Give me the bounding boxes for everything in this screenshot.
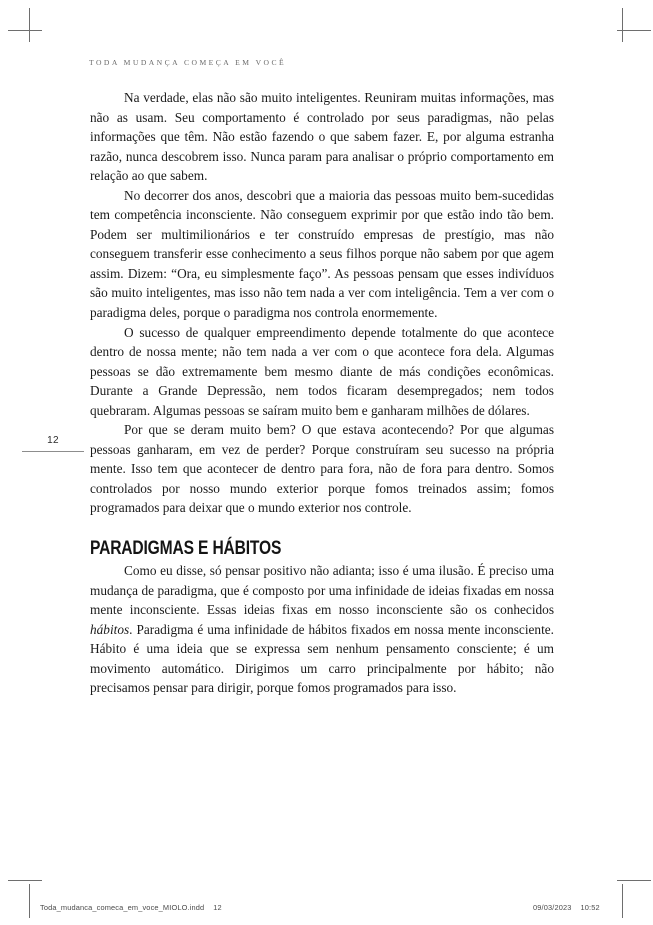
running-head: TODA MUDANÇA COMEÇA EM VOCÊ [89, 58, 287, 67]
crop-mark-bottom-right-horizontal [617, 880, 651, 881]
paragraph-text-after-emphasis: . Paradigma é uma infinidade de hábitos fixados em nossa mente inconsciente. Hábito é uma ideia que se expressa sem nenhum pensamento consciente; é um movimento automático. Dirigimos um carro principalmente por hábito; não precisamos pensar para dirigir, porque fomos programados para isso. [90, 621, 554, 696]
footer-file-name: Toda_mudanca_comeca_em_voce_MIOLO.indd [40, 903, 205, 912]
text-column [90, 88, 554, 698]
crop-mark-top-left-vertical [29, 8, 30, 42]
folio-rule [22, 451, 84, 452]
footer-date: 09/03/2023 [533, 903, 572, 912]
emphasized-term: hábitos [90, 621, 130, 637]
crop-mark-bottom-right-vertical [622, 884, 623, 918]
crop-mark-top-right-vertical [622, 8, 623, 42]
footer-time: 10:52 [580, 903, 600, 912]
page-number: 12 [47, 435, 59, 446]
footer-file-slug [40, 903, 222, 912]
paragraph: No decorrer dos anos, descobri que a maioria das pessoas muito bem-sucedidas tem competência inconsciente. Não conseguem exprimir por que estão indo tão bem. Podem ser multimilionários e ter construído empresas de prestígio, mas não conseguem transferir esse conhecimento a seus filhos porque não sabem por que agem assim. Dizem: “Ora, eu simplesmente faço”. As pessoas pensam que esses indivíduos são muito inteligentes, mas isso não tem nada a ver com inteligência. Tem a ver com o paradigma deles, porque o paradigma nos controla enormemente. [90, 187, 554, 321]
paragraph-text-before-emphasis: Como eu disse, só pensar positivo não adianta; isso é uma ilusão. É preciso uma mudança de paradigma, que é composto por uma infinidade de ideias fixadas em nossa mente inconsciente. Essas ideias fixas em nosso inconsciente são os conhecidos [90, 563, 554, 618]
paragraph: O sucesso de qualquer empreendimento depende totalmente do que acontece dentro de nossa mente; não tem nada a ver com o que acontece fora dela. Algumas pessoas se dão extremamente bem mesmo diante de más condições econômicas. Durante a Grande Depressão, nem todos ficaram desempregados; nem todos quebraram. Algumas pessoas se saíram muito bem e ganharam milhões de dólares. [90, 324, 554, 418]
paragraph: Na verdade, elas não são muito inteligentes. Reuniram muitas informações, mas não as usam. Seu comportamento é controlado por seus paradigmas, não pelas informações que têm. Não estão fazendo o que sabem fazer. E, por alguma estranha razão, nunca descobrem isso. Nunca param para analisar o próprio comportamento em relação ao que sabem. [90, 90, 554, 184]
folio-block [22, 436, 84, 452]
crop-mark-bottom-left-horizontal [8, 880, 42, 881]
paragraph-with-emphasis [90, 561, 554, 698]
crop-mark-top-right-horizontal [617, 30, 651, 31]
footer-timestamp [533, 903, 600, 912]
footer-page-number: 12 [213, 903, 222, 912]
section-heading: PARADIGMAS E HÁBITOS [90, 537, 282, 560]
paragraph: Por que se deram muito bem? O que estava acontecendo? Por que algumas pessoas ganharam, em vez de perder? Porque construíram seu sucesso na própria mente. Isso tem que acontecer de dentro para fora, não de fora para dentro. Somos controlados por nosso mundo exterior porque fomos treinados assim; fomos programados para deixar que o mundo exterior nos controle. [90, 422, 554, 516]
crop-mark-bottom-left-vertical [29, 884, 30, 918]
crop-mark-top-left-horizontal [8, 30, 42, 31]
